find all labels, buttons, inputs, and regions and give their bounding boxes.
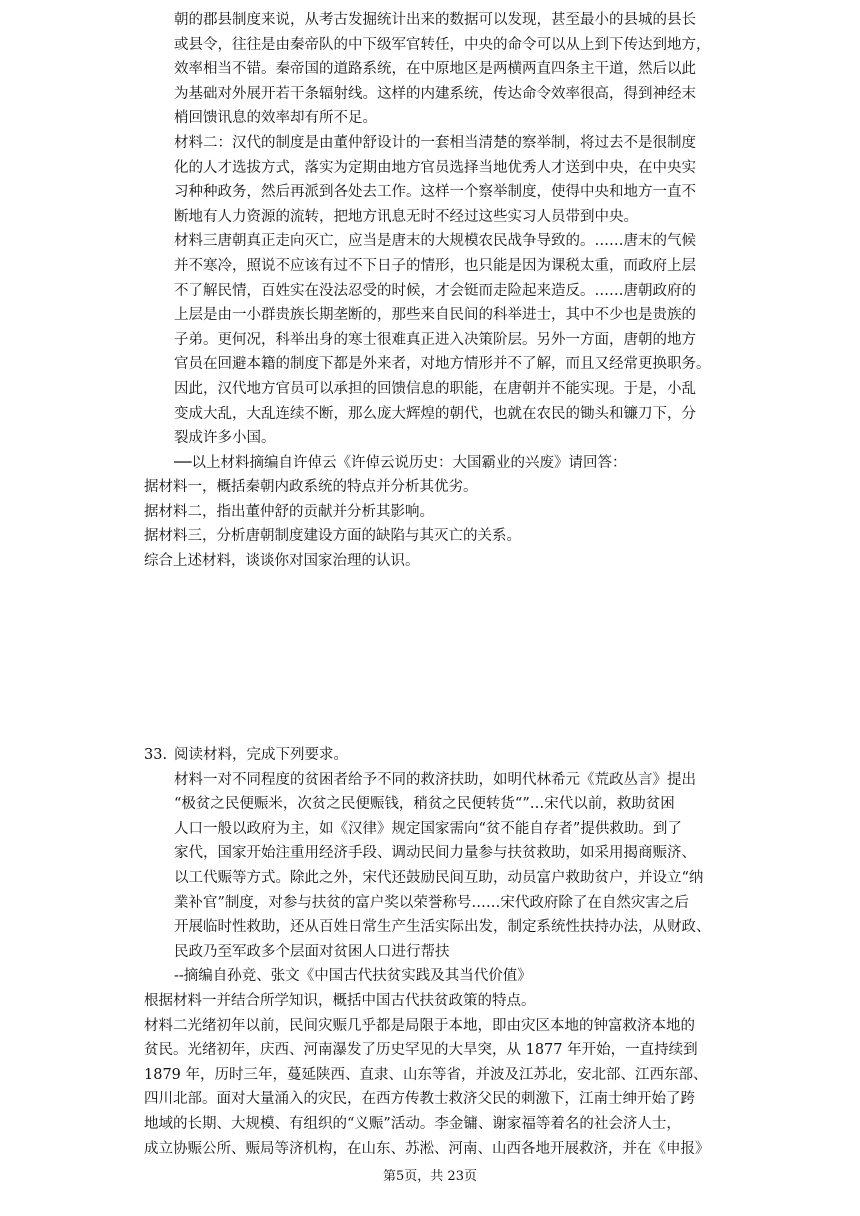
text-line: 地域的长期、大规模、有组织的“义赈”活动。李金镛、谢家福等着名的社会济人士， — [144, 1115, 681, 1132]
text-line: 裂成许多小国。 — [174, 430, 276, 447]
material-continuation-section — [0, 8, 860, 574]
question-33-section — [0, 743, 860, 1161]
text-line: 开展临时性救助，还从百姓日常生产生活实际出发，制定系统性扶持办法，从财政、 — [174, 919, 711, 936]
text-line: 因此，汉代地方官员可以承担的回馈信息的职能，在唐朝并不能实现。于是，小乱 — [174, 380, 696, 397]
text-line: 人口一般以政府为主，如《汉律》规定国家需向“贫不能自存者”提供救助。到了 — [174, 820, 682, 837]
text-line: 综合上述材料，谈谈你对国家治理的认识。 — [144, 553, 420, 570]
text-line: 上层是由一小群贵族长期垄断的，那些来自民间的科举进士，其中不少也是贵族的 — [174, 307, 696, 324]
text-line: 子弟。更何况，科举出身的寒士很难真正进入决策阶层。另外一方面，唐朝的地方 — [174, 331, 696, 348]
text-line: 不了解民情，百姓实在没法忍受的时候，才会铤而走险起来造反。……唐朝政府的 — [174, 282, 696, 299]
text-line: 朝的郡县制度来说，从考古发掘统计出来的数据可以发现，甚至最小的县城的县长 — [174, 12, 696, 28]
text-line: 贫民。光绪初年，庆西、河南瀑发了历史罕见的大旱突，从 1877 年开始，一直持续到 — [144, 1042, 698, 1059]
text-line: “极贫之民便赈米，次贫之民便赈钱，稍贫之民便转货“”…宋代以前，救助贫困 — [174, 796, 675, 813]
text-line: 据材料二，指出董仲舒的贡献并分析其影响。 — [144, 503, 434, 520]
text-line: 或县令，往往是由秦帝队的中下级军官转任，中央的命令可以从上到下传达到地方， — [174, 36, 711, 53]
text-line: 为基础对外展开若干条辐射线。这样的内建系统，传达命令效率很高，得到神经末 — [174, 85, 696, 102]
text-line: 化的人才选拔方式，落实为定期由地方官员选择当地优秀人才送到中央，在中央实 — [174, 159, 696, 176]
page-footer: 第5页，共 23页 — [383, 1169, 477, 1184]
text-line: --摘编自孙竞、张文《中国古代扶贫实践及其当代价值》 — [174, 968, 532, 985]
question-number: 33. — [144, 747, 168, 763]
text-line: 梢回馈讯息的效率却有所不足。 — [174, 110, 377, 127]
text-line: 根据材料一并结合所学知识，概括中国古代扶贫政策的特点。 — [144, 992, 536, 1009]
text-line: 官员在回避本籍的制度下都是外来者，对地方情形并不了解，而且又经常更换职务。 — [174, 356, 711, 373]
text-line: 材料三唐朝真正走向灭亡，应当是唐末的大规模农民战争导致的。……唐末的气候 — [174, 233, 696, 250]
text-line: 以工代赈等方式。除此之外，宋代还鼓励民间互助，动员富户救助贫户，并设立“纳 — [174, 869, 704, 886]
text-line: 据材料一，概括秦朝内政系统的特点并分析其优劣。 — [144, 479, 478, 496]
question-33-body — [0, 768, 860, 1162]
text-line: 材料二光绪初年以前，民间灾赈几乎都是局限于本地，即由灾区本地的钟富救济本地的 — [144, 1017, 695, 1034]
text-line: 業补官”制度，对参与扶贫的富户奖以荣誉称号……宋代政府除了在自然灾害之后 — [174, 894, 689, 911]
text-line: 材料二：汉代的制度是由董仲舒设计的一套相当清楚的察举制，将过去不是很制度 — [174, 134, 696, 151]
text-line: 效率相当不错。秦帝国的道路系统，在中原地区是两横两直四条主干道，然后以此 — [174, 61, 696, 78]
text-line: 据材料三，分析唐朝制度建设方面的缺陷与其灭亡的关系。 — [144, 528, 521, 545]
text-line: 1879 年，历时三年，蔓延陕西、直隶、山东等省，并波及江苏北，安北部、江西东部、 — [144, 1066, 708, 1083]
text-line: 家代，国家开始注重用经济手段、调动民间力量参与扶贫救助，如采用揭商赈济、 — [174, 845, 696, 862]
text-line: 民政乃至军政多个层面对贫困人口进行帮扶 — [174, 943, 450, 960]
text-line: 成立协赈公所、赈局等济机构，在山东、苏淞、河南、山西各地开展救济，并在《申报》 — [144, 1140, 710, 1157]
question-33-header — [0, 743, 860, 768]
text-line: 习种种政务，然后再派到各处去工作。这样一个察举制度，使得中央和地方一直不 — [174, 184, 696, 201]
text-line: 四川北部。面对大量涌入的灾民，在西方传教士救济父民的刺激下，江南士绅开始了跨 — [144, 1091, 695, 1108]
text-line: 材料一对不同程度的贫困者给予不同的救济扶助，如明代林希元《荒政丛言》提出 — [174, 771, 696, 788]
text-line: 并不寒冷，照说不应该有过不下日子的情形，也只能是因为课税太重，而政府上层 — [174, 257, 696, 274]
question-prompt: 阅读材料，完成下列要求。 — [174, 747, 348, 763]
text-line: 断地有人力资源的流转，把地方讯息无时不经过这些实习人员带到中央。 — [174, 208, 638, 225]
text-line: ──以上材料摘编自许倬云《许倬云说历史：大国霸业的兴废》请回答： — [174, 454, 627, 471]
text-line: 变成大乱，大乱连续不断，那么庞大辉煌的朝代，也就在农民的锄头和镰刀下，分 — [174, 405, 696, 422]
